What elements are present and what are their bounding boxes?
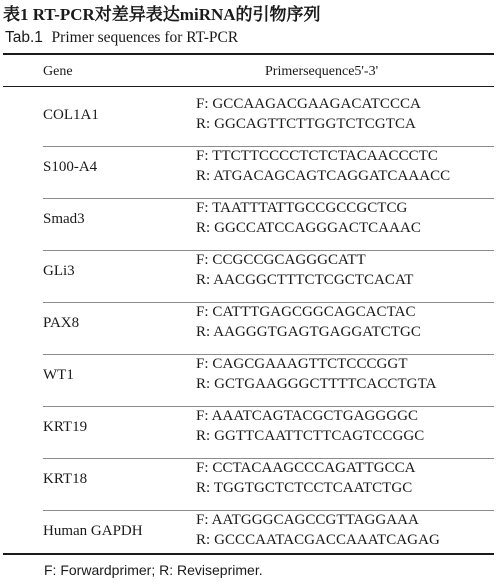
table-row — [0, 303, 500, 355]
gene-name: COL1A1 — [43, 107, 99, 123]
column-header-sequence: Primersequence5'-3' — [265, 64, 379, 79]
reverse-primer: R: GCCCAATACGACCAAATCAGAG — [196, 532, 440, 548]
gene-name: Smad3 — [43, 211, 85, 227]
table-title-chinese: 表1 RT-PCR对差异表达miRNA的引物序列 — [3, 5, 321, 24]
forward-primer: F: CAGCGAAAGTTCTCCCGGT — [196, 356, 408, 372]
forward-primer: F: GCCAAGACGAAGACATCCCA — [196, 96, 421, 112]
bottom-rule — [3, 553, 494, 555]
reverse-primer: R: GGTTCAATTCTTCAGTCCGGC — [196, 428, 425, 444]
reverse-primer: R: GGCCATCCAGGGACTCAAAC — [196, 220, 421, 236]
gene-name: KRT19 — [43, 419, 88, 435]
forward-primer: F: CCTACAAGCCCAGATTGCCA — [196, 460, 416, 476]
gene-name: GLi3 — [43, 263, 75, 279]
table-row — [0, 199, 500, 251]
reverse-primer: R: GCTGAAGGGCTTTTCACCTGTA — [196, 376, 437, 392]
reverse-primer: R: GGCAGTTCTTGGTCTCGTCA — [196, 116, 416, 132]
forward-primer: F: AATGGGCAGCCGTTAGGAAA — [196, 512, 419, 528]
top-rule — [3, 53, 494, 55]
column-header-gene: Gene — [43, 64, 73, 79]
reverse-primer: R: AAGGGTGAGTGAGGATCTGC — [196, 324, 421, 340]
reverse-primer: R: ATGACAGCAGTCAGGATCAAACC — [196, 168, 451, 184]
forward-primer: F: CATTTGAGCGGCAGCACTAC — [196, 304, 416, 320]
reverse-primer: R: AACGGCTTTCTCGCTCACAT — [196, 272, 414, 288]
gene-name: PAX8 — [43, 315, 80, 331]
reverse-primer: R: TGGTGCTCTCCTCAATCTGC — [196, 480, 413, 496]
gene-name: S100-A4 — [43, 159, 98, 175]
table-row — [0, 407, 500, 459]
table-row — [0, 147, 500, 199]
forward-primer: F: CCGCCGCAGGGCATT — [196, 252, 366, 268]
table-row — [0, 459, 500, 511]
table-row — [0, 355, 500, 407]
gene-name: WT1 — [43, 367, 74, 383]
table-footnote: F: Forwardprimer; R: Reviseprimer. — [44, 562, 263, 578]
gene-name: Human GAPDH — [43, 523, 143, 539]
table-title-text: Primer sequences for RT-PCR — [51, 29, 239, 46]
table-row — [0, 251, 500, 303]
forward-primer: F: AAATCAGTACGCTGAGGGGC — [196, 408, 419, 424]
forward-primer: F: TTCTTCCCCTCTCTACAACCCTC — [196, 148, 438, 164]
table-number-label: Tab.1 — [5, 29, 43, 46]
table-row — [0, 95, 500, 147]
table-row — [0, 511, 500, 563]
table-title-english — [5, 28, 238, 48]
header-rule — [3, 86, 494, 87]
forward-primer: F: TAATTTATTGCCGCCGCTCG — [196, 200, 408, 216]
gene-name: KRT18 — [43, 471, 88, 487]
